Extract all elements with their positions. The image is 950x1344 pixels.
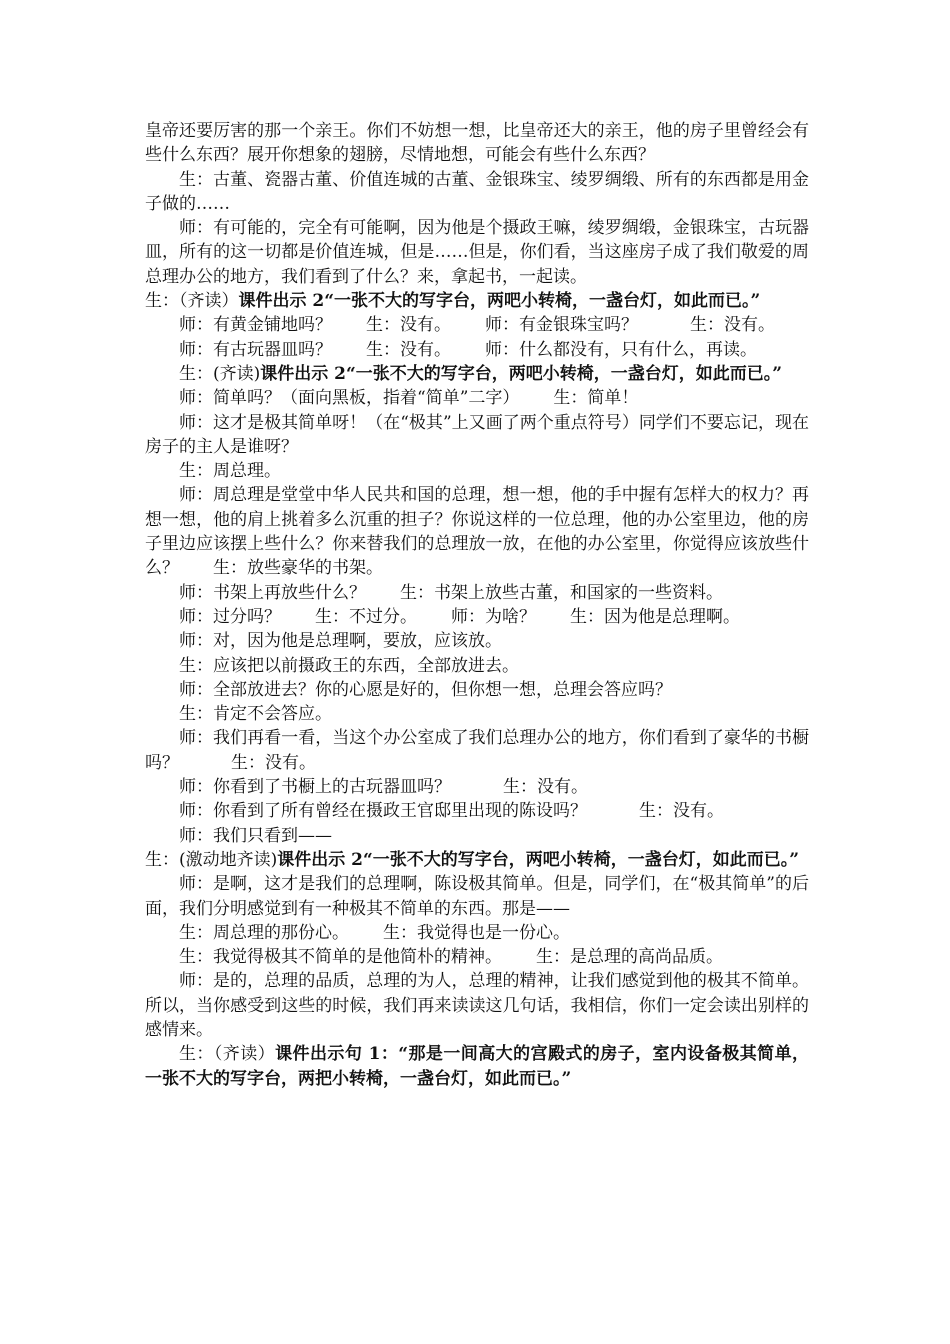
paragraph — [145, 726, 809, 775]
paragraph: 师：这才是极其简单呀！（在“极其”上又画了两个重点符号）同学们不要忘记，现在房子的主人是谁呀？ — [145, 412, 809, 457]
paragraph — [145, 362, 809, 386]
paragraph: 师：是的，总理的品质，总理的为人，总理的精神，让我们感觉到他的极其不简单。所以，当你感受到这些的时候，我们再来读读这几句话，我相信，你们一定会读出别样的感情来。 — [145, 971, 809, 1040]
paragraph: 生：古董、瓷器古董、价值连城的古董、金银珠宝、绫罗绸缎、所有的东西都是用金子做的…… — [145, 169, 809, 214]
dialogue-text: 师：简单吗？（面向黑板，指着“简单”二字） — [179, 388, 520, 409]
paragraph: 生：应该把以前摄政王的东西，全部放进去。 — [179, 655, 519, 676]
speaker-text: 生：（齐读） — [145, 291, 239, 312]
paragraph — [145, 483, 809, 580]
dialogue-text: 生：周总理的那份心。 — [179, 922, 349, 943]
dialogue-line — [145, 313, 809, 337]
dialogue-text: 生：不过分。 — [315, 606, 417, 627]
dialogue-text: 师：什么都没有，只有什么，再读。 — [485, 339, 757, 360]
dialogue-text: 师：周总理是堂堂中华人民共和国的总理，想一想，他的手中握有怎样大的权力？再想一想，他的肩上挑着多么沉重的担子？你说这样的一位总理，他的办公室里边，他的房子里边应该摆上些什么？你来替我们的总理放一放，在他的办公室里，你觉得应该放些什么？ — [145, 485, 809, 579]
dialogue-text: 师：书架上再放些什么？ — [179, 582, 366, 603]
paragraph — [145, 289, 809, 313]
dialogue-line — [145, 945, 809, 969]
dialogue-text: 生：没有。 — [690, 315, 775, 336]
dialogue-line — [145, 605, 809, 629]
dialogue-text: 师：有古玩器皿吗？ — [179, 339, 332, 360]
paragraph: 师：全部放进去？你的心愿是好的，但你想一想，总理会答应吗？ — [179, 679, 672, 700]
dialogue-text: 生：书架上放些古董，和国家的一些资料。 — [400, 582, 723, 603]
dialogue-text: 生：没有。 — [231, 752, 316, 773]
dialogue-line — [145, 581, 809, 605]
dialogue-text: 师：有金银珠宝吗？ — [485, 315, 638, 336]
dialogue-line — [145, 799, 809, 823]
paragraph: 生：周总理。 — [179, 461, 281, 482]
dialogue-text: 师：过分吗？ — [179, 606, 281, 627]
dialogue-text: 师：你看到了书橱上的古玩器皿吗？ — [179, 777, 451, 798]
dialogue-text: 师：你看到了所有曾经在摄政王官邸里出现的陈设吗？ — [179, 801, 587, 822]
dialogue-line — [145, 386, 809, 410]
dialogue-text: 生：没有。 — [503, 777, 588, 798]
dialogue-text: 生：没有。 — [366, 339, 451, 360]
document-body — [145, 119, 809, 1091]
paragraph — [145, 848, 809, 872]
dialogue-text: 生：是总理的高尚品质。 — [536, 947, 723, 968]
dialogue-text: 师：为啥？ — [451, 606, 536, 627]
speaker-text: 生：(齐读) — [179, 363, 261, 384]
paragraph — [145, 1042, 809, 1091]
dialogue-text: 生：放些豪华的书架。 — [213, 558, 383, 579]
dialogue-text: 师：有黄金铺地吗？ — [179, 315, 332, 336]
courseware-quote: 课件出示 2“一张不大的写字台，两吧小转椅，一盏台灯，如此而已。” — [260, 363, 783, 384]
dialogue-line — [145, 921, 809, 945]
dialogue-text: 生：因为他是总理啊。 — [570, 606, 740, 627]
dialogue-text: 生：没有。 — [366, 315, 451, 336]
dialogue-line — [145, 338, 809, 362]
paragraph: 生：肯定不会答应。 — [179, 704, 332, 725]
courseware-quote: 课件出示句 1：“那是一间高大的宫殿式的房子，室内设备极其简单，一张不大的写字台，两把小转椅，一盏台灯，如此而已。” — [145, 1044, 809, 1089]
courseware-quote: 课件出示 2“一张不大的写字台，两吧小转椅，一盏台灯，如此而已。” — [238, 291, 761, 312]
speaker-text: 生：（齐读） — [179, 1044, 276, 1065]
paragraph: 师：有可能的，完全有可能啊，因为他是个摄政王嘛，绫罗绸缎，金银珠宝，古玩器皿，所有的这一切都是价值连城，但是……但是，你们看，当这座房子成了我们敬爱的周总理办公的地方，我们看到了什么？来，拿起书，一起读。 — [145, 218, 809, 287]
paragraph: 师：我们只看到—— — [179, 825, 332, 846]
courseware-quote: 课件出示 2“一张不大的写字台，两吧小转椅，一盏台灯，如此而已。” — [277, 849, 800, 870]
dialogue-text: 生：简单！ — [553, 388, 639, 409]
paragraph: 师：对，因为他是总理啊，要放，应该放。 — [179, 631, 502, 652]
speaker-text: 生：(激动地齐读) — [145, 849, 278, 870]
paragraph: 皇帝还要厉害的那一个亲王。你们不妨想一想，比皇帝还大的亲王，他的房子里曾经会有些什么东西？展开你想象的翅膀，尽情地想，可能会有些什么东西？ — [145, 121, 809, 166]
dialogue-text: 生：没有。 — [639, 801, 724, 822]
paragraph: 师：是啊，这才是我们的总理啊，陈设极其简单。但是，同学们，在“极其简单”的后面，我们分明感觉到有一种极其不简单的东西。那是—— — [145, 874, 809, 919]
dialogue-text: 生：我觉得也是一份心。 — [383, 922, 570, 943]
dialogue-text: 生：我觉得极其不简单的是他简朴的精神。 — [179, 947, 502, 968]
dialogue-line — [145, 775, 809, 799]
dialogue-text: 师：我们再看一看，当这个办公室成了我们总理办公的地方，你们看到了豪华的书橱吗？ — [145, 728, 809, 773]
